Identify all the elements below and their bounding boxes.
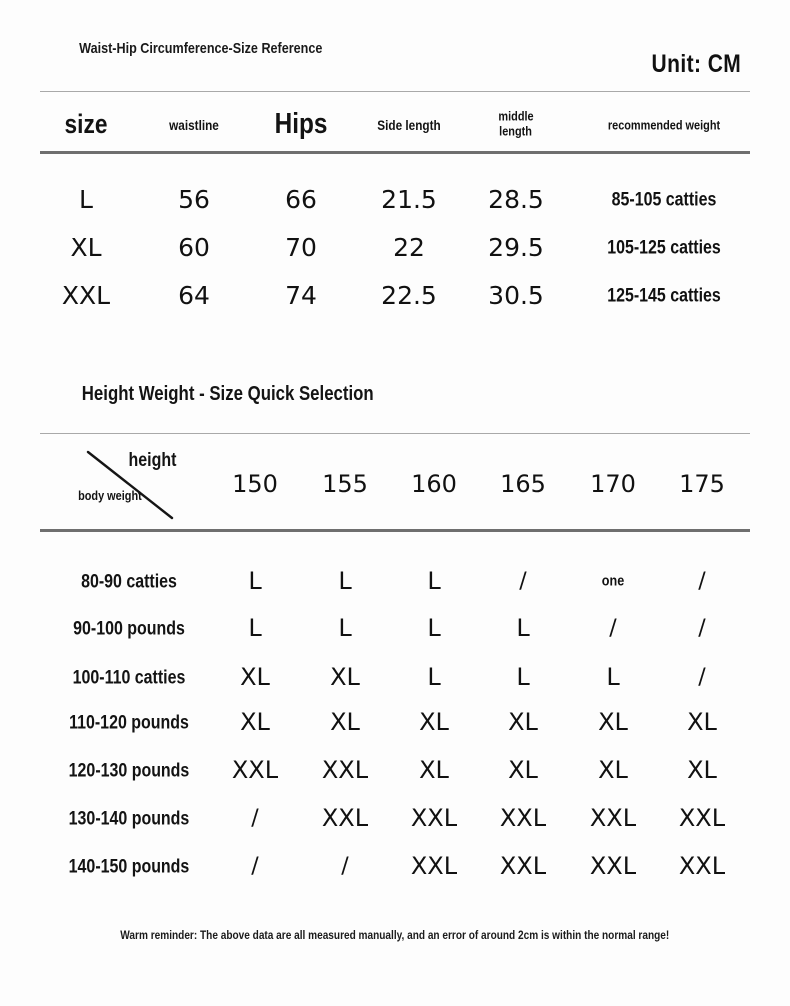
table2-header-height-150: 150 [232, 470, 278, 499]
table2-cell: / [609, 616, 617, 642]
table2-cell: XXL [321, 804, 369, 833]
table2-cell: / [519, 569, 527, 595]
table2-cell: XL [687, 708, 717, 737]
table2-cell: XXL [499, 852, 547, 881]
table2-row-label: 90-100 pounds [73, 618, 185, 640]
table2-cell: XXL [410, 852, 458, 881]
table2-row-label: 130-140 pounds [68, 808, 190, 830]
axis-corner-cell [46, 440, 216, 528]
table2-cell: L [338, 614, 352, 643]
table2-cell: L [427, 567, 441, 596]
table1-header-waistline: waistline [169, 117, 219, 134]
table1-cell-size: XL [70, 233, 102, 262]
table2-cell: L [516, 663, 530, 692]
table1-top-rule [40, 91, 750, 92]
table1-header-middle-length: middle length [498, 108, 534, 138]
table1-header-recommended-weight: recommended weight [607, 117, 721, 133]
table2-top-rule [40, 433, 750, 434]
table1-cell-middle-length: 29.5 [488, 233, 544, 262]
table2-cell: XXL [231, 756, 279, 785]
table1-cell-side-length: 22 [393, 233, 425, 262]
table2-cell: XXL [678, 804, 726, 833]
table2-header-height-155: 155 [322, 470, 368, 499]
table2-cell: L [338, 567, 352, 596]
table2-cell: XXL [321, 756, 369, 785]
table1-header-side-length: Side length [377, 117, 441, 134]
table1-cell-hips: 74 [285, 281, 317, 310]
table2-cell: XL [598, 756, 628, 785]
table1-cell-hips: 66 [285, 185, 317, 214]
table1-cell-side-length: 22.5 [381, 281, 437, 310]
table1-cell-recommended-weight: 85-105 catties [611, 189, 717, 211]
table2-cell: / [251, 806, 259, 832]
table2-cell: / [341, 854, 349, 880]
table1-cell-hips: 70 [285, 233, 317, 262]
table2-cell: XL [240, 663, 270, 692]
table2-cell: XL [508, 708, 538, 737]
table1-cell-size: L [79, 185, 93, 214]
table1-header-size: size [64, 108, 108, 139]
table2-cell: XXL [678, 852, 726, 881]
axis-label-height: height [128, 450, 177, 471]
table2-header-height-165: 165 [500, 470, 546, 499]
page-title-text: Waist-Hip Circumference-Size Reference [79, 40, 323, 57]
table1-cell-waistline: 60 [178, 233, 210, 262]
table2-cell: L [427, 614, 441, 643]
section-title-text: Height Weight - Size Quick Selection [81, 383, 374, 405]
table1-header-hips: Hips [274, 107, 328, 140]
table1-header-rule [40, 151, 750, 154]
table2-cell: XL [419, 708, 449, 737]
table1-cell-waistline: 56 [178, 185, 210, 214]
table2-header-rule [40, 529, 750, 532]
table2-cell: / [698, 569, 706, 595]
unit-label [643, 50, 750, 79]
table2-cell: / [698, 616, 706, 642]
table2-cell: XXL [410, 804, 458, 833]
table2-header-height-160: 160 [411, 470, 457, 499]
footer-warning-text: Warm reminder: The above data are all measured manually, and an error of around 2cm is within the normal range! [120, 928, 670, 942]
table2-row-label: 100-110 catties [72, 667, 186, 689]
table2-cell: XXL [499, 804, 547, 833]
table1-cell-size: XXL [61, 281, 111, 310]
section-title-quick-selection [54, 383, 401, 406]
page-title [56, 40, 346, 57]
table2-cell: XL [330, 708, 360, 737]
table2-header-height-175: 175 [679, 470, 725, 499]
table2-cell: L [606, 663, 620, 692]
table2-row-label: 80-90 catties [81, 571, 177, 593]
table2-row-label: 120-130 pounds [68, 760, 190, 782]
table1-cell-middle-length: 28.5 [488, 185, 544, 214]
table2-cell: XXL [589, 852, 637, 881]
table2-cell: L [248, 614, 262, 643]
table1-cell-side-length: 21.5 [381, 185, 437, 214]
table2-cell: L [248, 567, 262, 596]
axis-label-body-weight: body weight [78, 488, 142, 503]
table2-cell: one [601, 572, 625, 590]
table2-row-label: 140-150 pounds [68, 856, 190, 878]
table2-cell: XL [419, 756, 449, 785]
table2-cell: XL [598, 708, 628, 737]
table2-cell: L [516, 614, 530, 643]
table1-cell-recommended-weight: 105-125 catties [607, 237, 721, 259]
table2-cell: XL [687, 756, 717, 785]
table1-cell-waistline: 64 [178, 281, 210, 310]
table2-cell: XL [330, 663, 360, 692]
table2-cell: XL [240, 708, 270, 737]
unit-label-text: Unit: CM [651, 50, 742, 78]
table2-header-height-170: 170 [590, 470, 636, 499]
table2-cell: / [251, 854, 259, 880]
footer-warning-note [0, 928, 790, 942]
table1-cell-middle-length: 30.5 [488, 281, 544, 310]
table1-cell-recommended-weight: 125-145 catties [607, 285, 721, 307]
table2-cell: XL [508, 756, 538, 785]
table2-cell: XXL [589, 804, 637, 833]
table2-cell: / [698, 665, 706, 691]
table2-cell: L [427, 663, 441, 692]
table2-row-label: 110-120 pounds [69, 712, 189, 734]
